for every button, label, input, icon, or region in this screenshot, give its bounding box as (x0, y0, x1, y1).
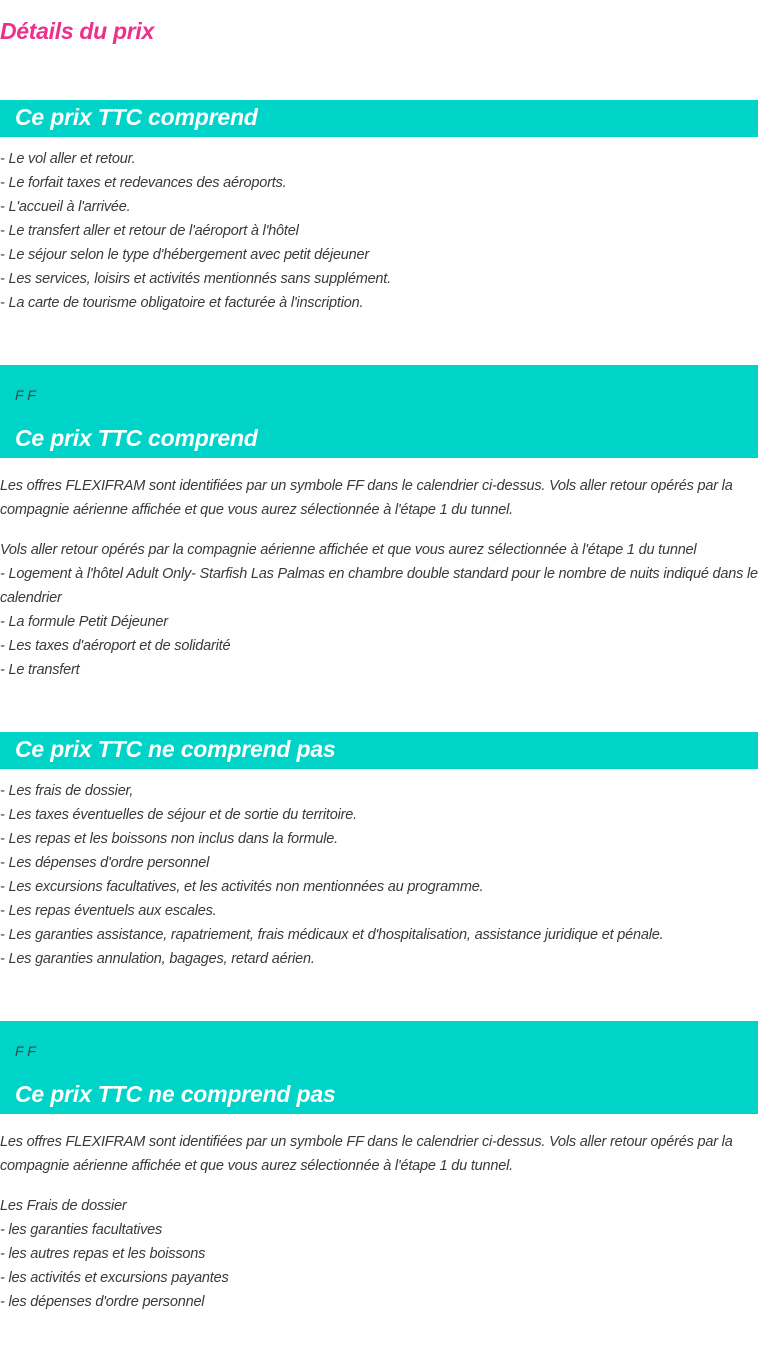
list-item: - Les repas éventuels aux escales. (0, 903, 217, 919)
section-title: Ce prix TTC comprend (15, 425, 258, 451)
section-title: Ce prix TTC ne comprend pas (15, 736, 336, 762)
flexifram-intro: Les offres FLEXIFRAM sont identifiées par un symbole FF dans le calendrier ci-dessus. Vols aller retour opérés par la compagnie aérienne affichée et que vous aurez sélectionnée à l'étape 1 du tunnel. (0, 478, 733, 518)
list-item: - Le vol aller et retour. (0, 151, 136, 167)
flexifram-intro: Les offres FLEXIFRAM sont identifiées par un symbole FF dans le calendrier ci-dessus. Vols aller retour opérés par la compagnie aérienne affichée et que vous aurez sélectionnée à l'étape 1 du tunnel. (0, 1134, 733, 1174)
section-title: Ce prix TTC comprend (15, 104, 258, 130)
list-item: - La formule Petit Déjeuner (0, 614, 168, 630)
list-item: - les activités et excursions payantes (0, 1270, 229, 1286)
list-item: - les autres repas et les boissons (0, 1246, 206, 1262)
list-item: - Les frais de dossier, (0, 783, 134, 799)
section-title: Ce prix TTC ne comprend pas (15, 1081, 336, 1107)
list-item: - Logement à l'hôtel Adult Only- Starfish Las Palmas en chambre double standard pour le nombre de nuits indiqué dans le calendrier (0, 566, 758, 606)
list-item: - les dépenses d'ordre personnel (0, 1294, 205, 1310)
list-item: Les Frais de dossier (0, 1198, 127, 1214)
list-item: - Les taxes d'aéroport et de solidarité (0, 638, 231, 654)
list-item: - L'accueil à l'arrivée. (0, 199, 131, 215)
list-item: - Les dépenses d'ordre personnel (0, 855, 210, 871)
section-header-not-included-ff (0, 1021, 758, 1114)
included-list (0, 147, 758, 315)
list-item: - Le transfert (0, 662, 80, 678)
not-included-ff-list (0, 1194, 758, 1314)
section-header-not-included (0, 732, 758, 769)
ff-label: F F (15, 1043, 36, 1059)
list-item: - Les services, loisirs et activités mentionnés sans supplément. (0, 271, 391, 287)
list-item: Vols aller retour opérés par la compagnie aérienne affichée et que vous aurez sélectionnée à l'étape 1 du tunnel (0, 542, 697, 558)
not-included-list (0, 779, 758, 971)
list-item: - Les garanties annulation, bagages, retard aérien. (0, 951, 315, 967)
section-header-included (0, 100, 758, 137)
ff-label: F F (15, 387, 36, 403)
list-item: - Le séjour selon le type d'hébergement avec petit déjeuner (0, 247, 370, 263)
included-ff-list (0, 538, 758, 682)
list-item: - Le forfait taxes et redevances des aéroports. (0, 175, 287, 191)
list-item: - La carte de tourisme obligatoire et facturée à l'inscription. (0, 295, 364, 311)
list-item: - Le transfert aller et retour de l'aéroport à l'hôtel (0, 223, 299, 239)
list-item: - Les taxes éventuelles de séjour et de sortie du territoire. (0, 807, 357, 823)
list-item: - Les garanties assistance, rapatriement, frais médicaux et d'hospitalisation, assistance juridique et pénale. (0, 927, 664, 943)
list-item: - les garanties facultatives (0, 1222, 163, 1238)
list-item: - Les repas et les boissons non inclus dans la formule. (0, 831, 338, 847)
section-header-included-ff (0, 365, 758, 458)
list-item: - Les excursions facultatives, et les activités non mentionnées au programme. (0, 879, 484, 895)
page-title: Détails du prix (0, 18, 154, 44)
